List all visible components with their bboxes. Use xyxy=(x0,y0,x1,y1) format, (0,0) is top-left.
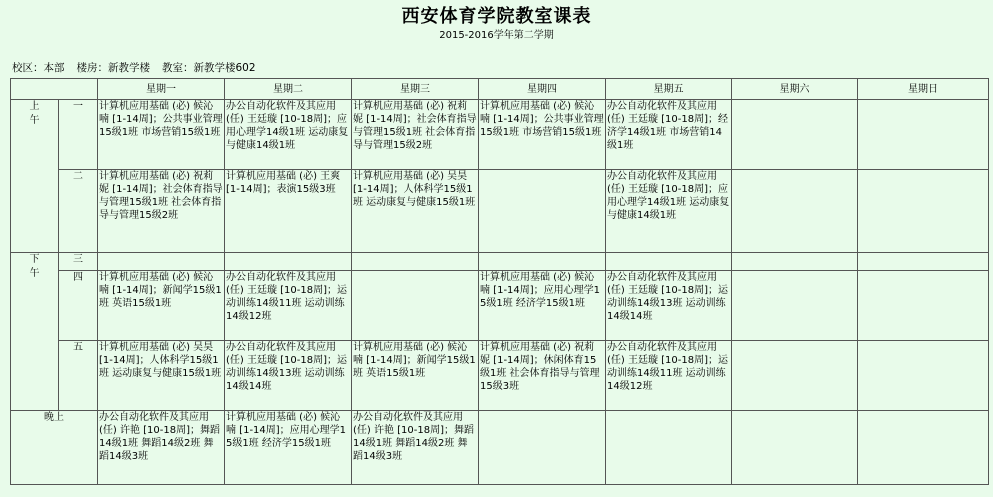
cell-p1-fri: 办公自动化软件及其应用 (任) 王廷璇 [10-18周]；经济学14级1班 市场营销14级1班 xyxy=(606,100,732,170)
day-header-wed: 星期三 xyxy=(352,79,479,100)
cell-p3-mon xyxy=(98,253,225,271)
cell-p2-mon: 计算机应用基础 (必) 祝莉妮 [1-14周]；社会体育指导与管理15级1班 社会体育指导与管理15级2班 xyxy=(98,170,225,253)
period-5: 五 xyxy=(59,341,98,411)
table-row xyxy=(11,170,989,253)
cell-p3-tue xyxy=(225,253,352,271)
cell-p4-thu: 计算机应用基础 (必) 候沁喃 [1-14周]；应用心理学15级1班 经济学15级1班 xyxy=(479,271,606,341)
cell-p3-wed xyxy=(352,253,479,271)
location-info xyxy=(12,60,268,75)
page-title: 西安体育学院教室课表 xyxy=(401,6,592,27)
corner-cell xyxy=(11,79,98,100)
cell-p5-thu: 计算机应用基础 (必) 祝莉妮 [1-14周]；休闲体育15级1班 社会体育指导与管理15级3班 xyxy=(479,341,606,411)
cell-p3-thu xyxy=(479,253,606,271)
cell-p4-tue: 办公自动化软件及其应用 (任) 王廷璇 [10-18周]；运动训练14级11班 运动训练14级12班 xyxy=(225,271,352,341)
cell-p3-sat xyxy=(732,253,858,271)
table-row xyxy=(11,100,989,170)
table-row xyxy=(11,253,989,271)
cell-eve-fri xyxy=(606,411,732,485)
day-header-mon: 星期一 xyxy=(98,79,225,100)
day-header-tue: 星期二 xyxy=(225,79,352,100)
day-header-sun: 星期日 xyxy=(858,79,989,100)
campus-label: 校区：本部 xyxy=(12,62,65,74)
cell-p2-fri: 办公自动化软件及其应用 (任) 王廷璇 [10-18周]；应用心理学14级1班 运动康复与健康14级1班 xyxy=(606,170,732,253)
session-afternoon: 下午 xyxy=(11,253,59,411)
header-row xyxy=(11,79,989,100)
cell-p1-wed: 计算机应用基础 (必) 祝莉妮 [1-14周]；社会体育指导与管理15级1班 社会体育指导与管理15级2班 xyxy=(352,100,479,170)
table-row xyxy=(11,271,989,341)
table-row xyxy=(11,411,989,485)
cell-p1-thu: 计算机应用基础 (必) 候沁喃 [1-14周]；公共事业管理15级1班 市场营销15级1班 xyxy=(479,100,606,170)
cell-p1-mon: 计算机应用基础 (必) 候沁喃 [1-14周]；公共事业管理15级1班 市场营销15级1班 xyxy=(98,100,225,170)
building-label: 楼房：新教学楼 xyxy=(76,62,150,74)
cell-p2-wed: 计算机应用基础 (必) 吴昊 [1-14周]；人体科学15级1班 运动康复与健康15级1班 xyxy=(352,170,479,253)
day-header-sat: 星期六 xyxy=(732,79,858,100)
cell-p2-thu xyxy=(479,170,606,253)
semester-subtitle: 2015-2016学年第二学期 xyxy=(439,30,554,41)
cell-eve-thu xyxy=(479,411,606,485)
cell-eve-sun xyxy=(858,411,989,485)
cell-eve-mon: 办公自动化软件及其应用 (任) 许艳 [10-18周]；舞蹈14级1班 舞蹈14级2班 舞蹈14级3班 xyxy=(98,411,225,485)
period-4: 四 xyxy=(59,271,98,341)
cell-p5-mon: 计算机应用基础 (必) 吴昊 [1-14周]；人体科学15级1班 运动康复与健康15级1班 xyxy=(98,341,225,411)
day-header-thu: 星期四 xyxy=(479,79,606,100)
cell-p4-sun xyxy=(858,271,989,341)
cell-p4-mon: 计算机应用基础 (必) 候沁喃 [1-14周]；新闻学15级1班 英语15级1班 xyxy=(98,271,225,341)
cell-p1-sat xyxy=(732,100,858,170)
cell-p3-fri xyxy=(606,253,732,271)
cell-p4-sat xyxy=(732,271,858,341)
room-label: 教室：新教学楼602 xyxy=(162,62,256,74)
cell-p3-sun xyxy=(858,253,989,271)
day-header-fri: 星期五 xyxy=(606,79,732,100)
cell-p5-fri: 办公自动化软件及其应用 (任) 王廷璇 [10-18周]；运动训练14级11班 运动训练14级12班 xyxy=(606,341,732,411)
session-morning: 上午 xyxy=(11,100,59,253)
cell-p5-sat xyxy=(732,341,858,411)
timetable xyxy=(10,78,989,485)
cell-eve-tue: 计算机应用基础 (必) 候沁喃 [1-14周]；应用心理学15级1班 经济学15级1班 xyxy=(225,411,352,485)
session-evening: 晚上 xyxy=(11,411,98,485)
cell-p1-sun xyxy=(858,100,989,170)
cell-p1-tue: 办公自动化软件及其应用 (任) 王廷璇 [10-18周]；应用心理学14级1班 运动康复与健康14级1班 xyxy=(225,100,352,170)
cell-p5-sun xyxy=(858,341,989,411)
period-3: 三 xyxy=(59,253,98,271)
cell-p5-wed: 计算机应用基础 (必) 候沁喃 [1-14周]；新闻学15级1班 英语15级1班 xyxy=(352,341,479,411)
cell-p5-tue: 办公自动化软件及其应用 (任) 王廷璇 [10-18周]；运动训练14级13班 运动训练14级14班 xyxy=(225,341,352,411)
cell-p4-fri: 办公自动化软件及其应用 (任) 王廷璇 [10-18周]；运动训练14级13班 运动训练14级14班 xyxy=(606,271,732,341)
table-row xyxy=(11,341,989,411)
cell-p2-tue: 计算机应用基础 (必) 王爽 [1-14周]；表演15级3班 xyxy=(225,170,352,253)
cell-p2-sun xyxy=(858,170,989,253)
period-2: 二 xyxy=(59,170,98,253)
cell-eve-wed: 办公自动化软件及其应用 (任) 许艳 [10-18周]；舞蹈14级1班 舞蹈14级2班 舞蹈14级3班 xyxy=(352,411,479,485)
cell-p2-sat xyxy=(732,170,858,253)
cell-p4-wed xyxy=(352,271,479,341)
cell-eve-sat xyxy=(732,411,858,485)
period-1: 一 xyxy=(59,100,98,170)
